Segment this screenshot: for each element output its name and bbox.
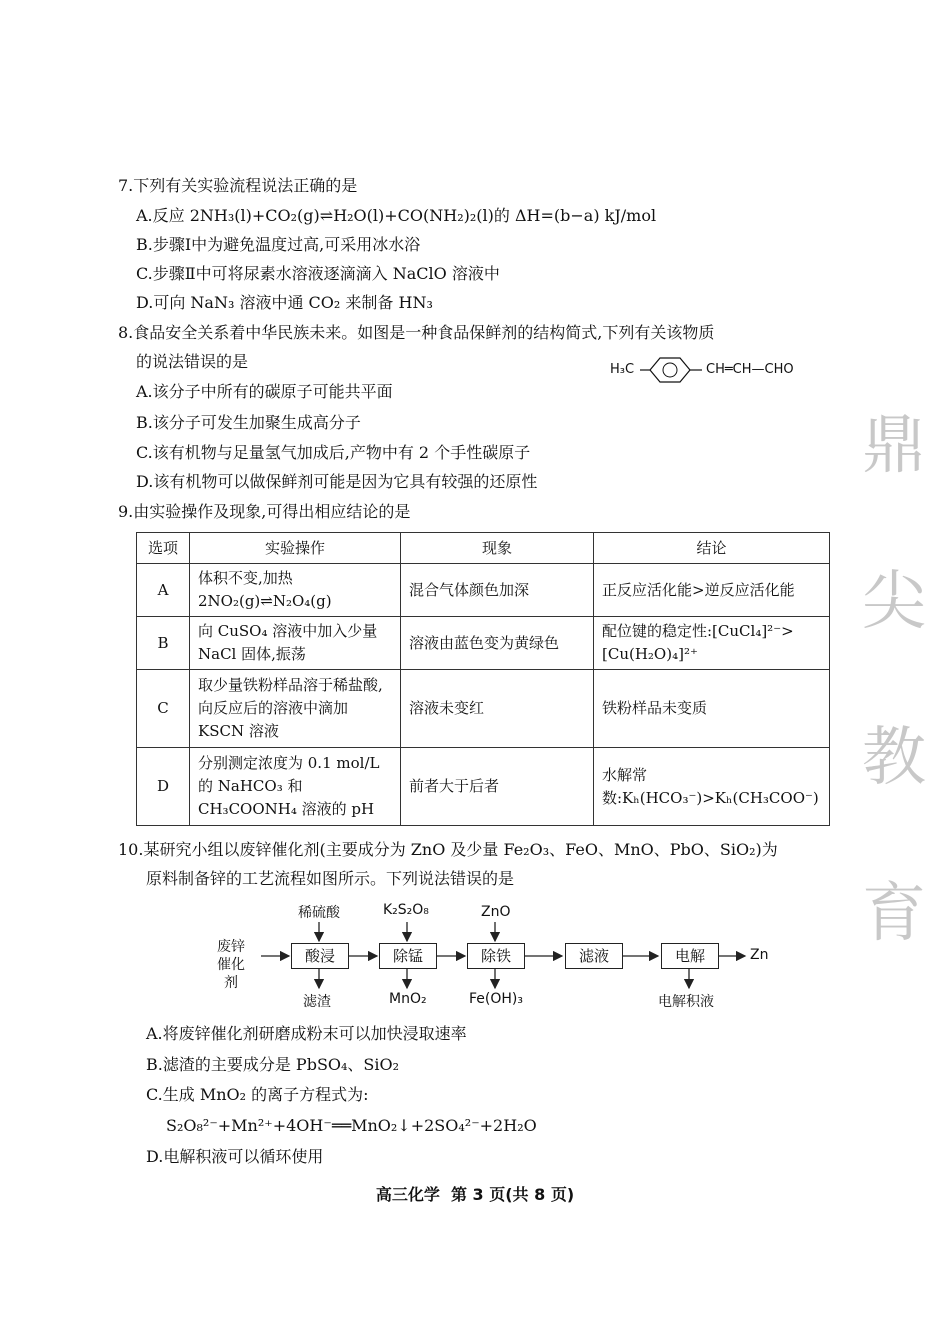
watermark-char: 教: [862, 721, 926, 795]
q10-option-a: A.将废锌催化剂研磨成粉末可以加快浸取速率: [146, 1024, 467, 1043]
q7-option-b: B.步骤Ⅰ中为避免温度过高,可采用冰水浴: [136, 235, 421, 254]
header-phenomenon: 现象: [401, 533, 594, 564]
row-conclusion: 正反应活化能>逆反应活化能: [594, 564, 830, 617]
byproduct-feoh3: Fe(OH)₃: [469, 991, 523, 1007]
q8-option-b: B.该分子可发生加聚生成高分子: [136, 413, 361, 432]
q8-stem-line2: 的说法错误的是: [136, 352, 249, 371]
row-option: B: [137, 617, 190, 670]
watermark-char: 育: [862, 877, 926, 951]
benzene-ring-icon: [640, 356, 706, 384]
product-zn: Zn: [750, 947, 769, 963]
q10-option-b: B.滤渣的主要成分是 PbSO₄、SiO₂: [146, 1055, 400, 1074]
table-row: [137, 670, 830, 748]
row-option: A: [137, 564, 190, 617]
reagent-dilute-h2so4: 稀硫酸: [298, 905, 340, 921]
header-operation: 实验操作: [190, 533, 401, 564]
row-phenomenon: 混合气体颜色加深: [401, 564, 594, 617]
header-option: 选项: [137, 533, 190, 564]
q10-stem-line1: 10.某研究小组以废锌催化剂(主要成分为 ZnO 及少量 Fe₂O₃、FeO、MnO、PbO、SiO₂)为: [118, 840, 778, 859]
watermark-char: 尖: [862, 565, 926, 639]
table-row: [137, 617, 830, 670]
preservative-structure: [610, 356, 830, 384]
flow-step-filtrate: 滤液: [565, 943, 623, 969]
q7-stem: 7.下列有关实验流程说法正确的是: [118, 176, 358, 195]
flow-input: 废锌催化剂: [217, 939, 245, 991]
q7-option-c: C.步骤Ⅱ中可将尿素水溶液逐滴滴入 NaClO 溶液中: [136, 264, 500, 283]
flow-step-acid-leach: 酸浸: [291, 943, 349, 969]
q10-option-c-equation: S₂O₈²⁻+Mn²⁺+4OH⁻══MnO₂↓+2SO₄²⁻+2H₂O: [166, 1116, 537, 1135]
process-flow-diagram: [205, 896, 805, 1016]
row-conclusion: 铁粉样品未变质: [594, 670, 830, 748]
row-option: C: [137, 670, 190, 748]
byproduct-residue: 滤渣: [303, 994, 331, 1010]
row-conclusion: 水解常数:Kₕ(HCO₃⁻)>Kₕ(CH₃COO⁻): [594, 748, 830, 826]
flow-step-electrolysis: 电解: [661, 943, 719, 969]
q10-option-c: C.生成 MnO₂ 的离子方程式为:: [146, 1085, 369, 1104]
reagent-k2s2o8: K₂S₂O₈: [383, 902, 429, 918]
watermark-char: 鼎: [862, 409, 926, 483]
row-operation: 向 CuSO₄ 溶液中加入少量 NaCl 固体,振荡: [190, 617, 401, 670]
row-phenomenon: 前者大于后者: [401, 748, 594, 826]
flow-step-remove-mn: 除锰: [379, 943, 437, 969]
q9-stem: 9.由实验操作及现象,可得出相应结论的是: [118, 502, 411, 521]
q8-option-a: A.该分子中所有的碳原子可能共平面: [136, 382, 393, 401]
row-operation: 分别测定浓度为 0.1 mol/L 的 NaHCO₃ 和 CH₃COONH₄ 溶液的 pH: [190, 748, 401, 826]
table-row: [137, 564, 830, 617]
flow-step-remove-fe: 除铁: [467, 943, 525, 969]
row-phenomenon: 溶液由蓝色变为黄绿色: [401, 617, 594, 670]
reagent-zno: ZnO: [481, 904, 511, 920]
q7-option-a: A.反应 2NH₃(l)+CO₂(g)⇌H₂O(l)+CO(NH₂)₂(l)的 ΔH=(b−a) kJ/mol: [136, 206, 657, 225]
row-operation: 取少量铁粉样品溶于稀盐酸,向反应后的溶液中滴加 KSCN 溶液: [190, 670, 401, 748]
row-option: D: [137, 748, 190, 826]
byproduct-spent-electrolyte: 电解积液: [658, 994, 714, 1010]
structure-side-chain: CH═CH—CHO: [706, 362, 794, 377]
byproduct-mno2: MnO₂: [389, 991, 427, 1007]
q8-option-d: D.该有机物可以做保鲜剂可能是因为它具有较强的还原性: [136, 472, 538, 491]
row-conclusion: 配位键的稳定性:[CuCl₄]²⁻>[Cu(H₂O)₄]²⁺: [594, 617, 830, 670]
q7-option-d: D.可向 NaN₃ 溶液中通 CO₂ 来制备 HN₃: [136, 293, 433, 312]
q10-stem-line2: 原料制备锌的工艺流程如图所示。下列说法错误的是: [146, 869, 515, 888]
structure-methyl: H₃C: [610, 362, 635, 377]
q10-option-d: D.电解积液可以循环使用: [146, 1147, 324, 1166]
row-phenomenon: 溶液未变红: [401, 670, 594, 748]
row-operation: 体积不变,加热 2NO₂(g)⇌N₂O₄(g): [190, 564, 401, 617]
page-footer: 高三化学 第 3 页(共 8 页): [375, 1185, 575, 1204]
header-conclusion: 结论: [594, 533, 830, 564]
q8-option-c: C.该有机物与足量氢气加成后,产物中有 2 个手性碳原子: [136, 443, 531, 462]
q8-stem-line1: 8.食品安全关系着中华民族未来。如图是一种食品保鲜剂的结构简式,下列有关该物质: [118, 323, 715, 342]
table-header-row: [137, 533, 830, 564]
table-row: [137, 748, 830, 826]
experiment-table: [136, 532, 830, 826]
